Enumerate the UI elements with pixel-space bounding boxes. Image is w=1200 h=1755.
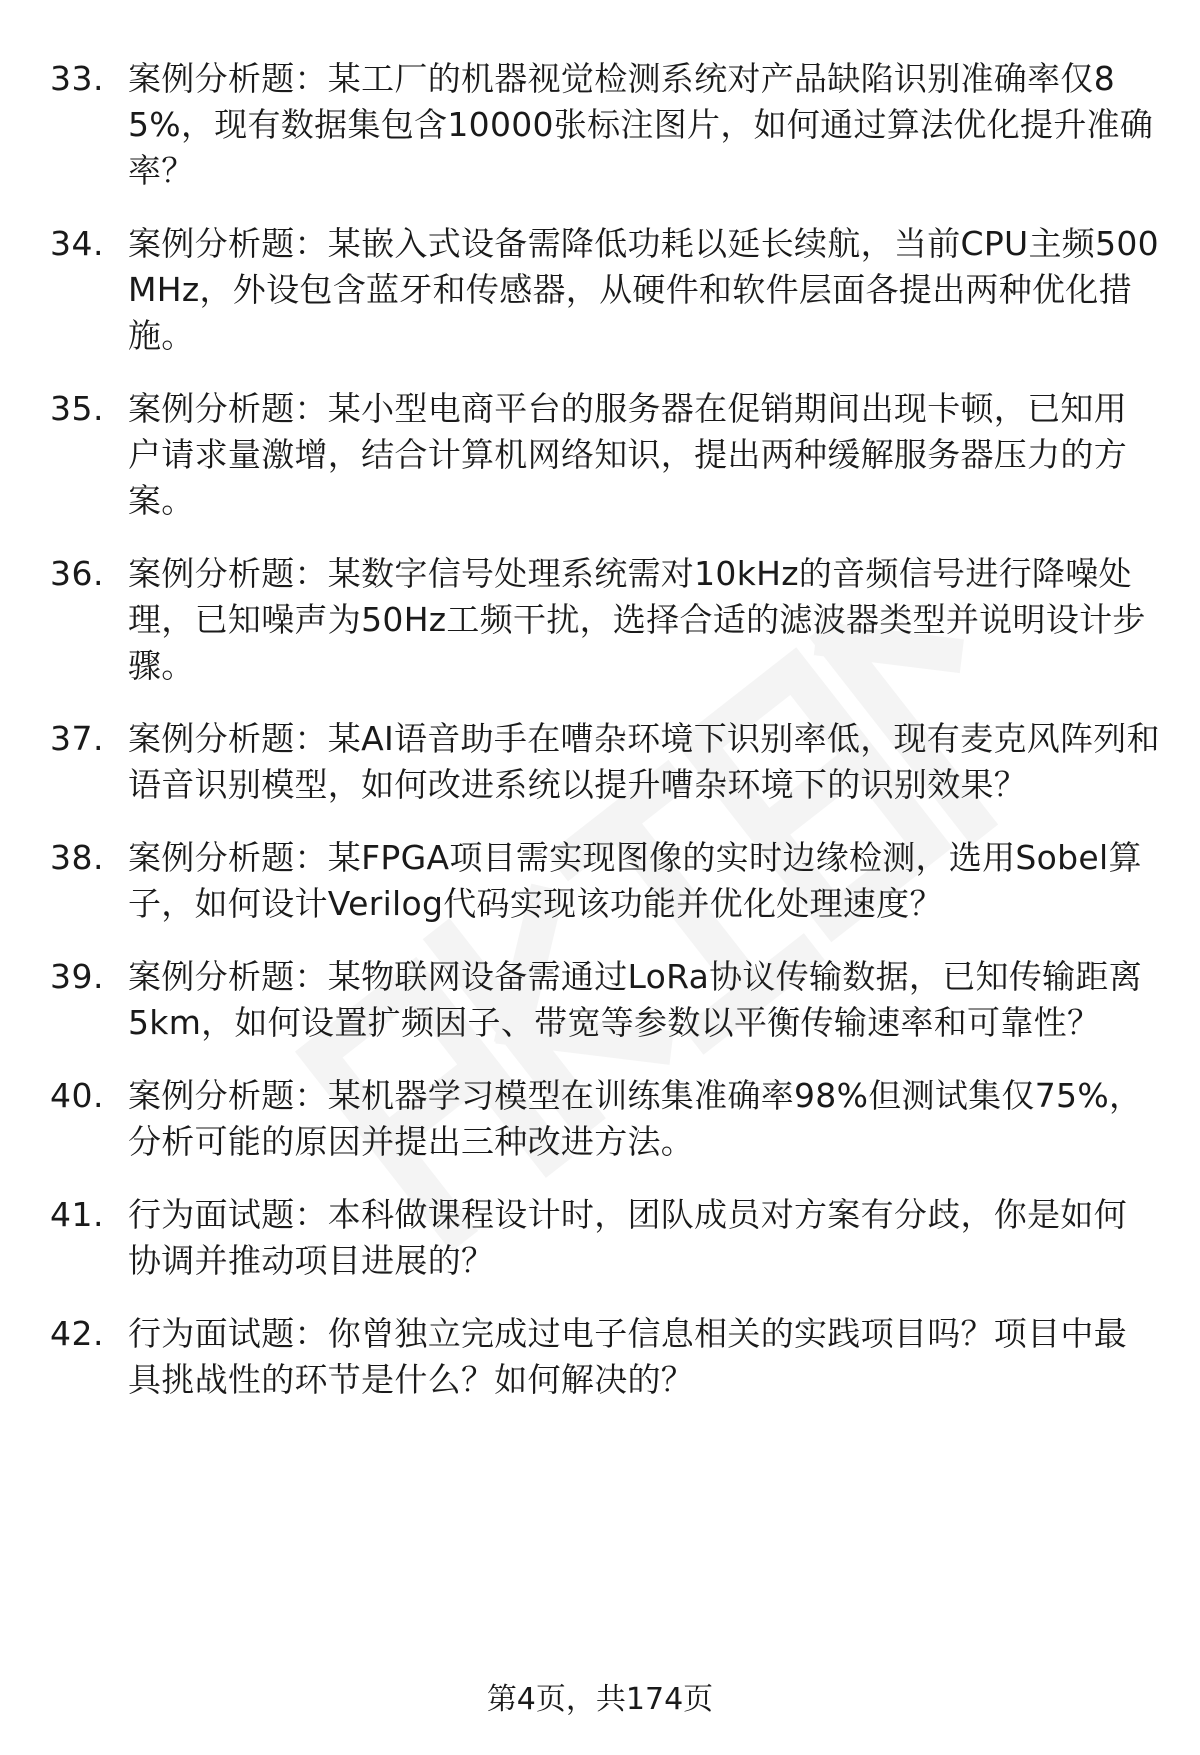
question-text: 案例分析题：某嵌入式设备需降低功耗以延长续航，当前CPU主频500MHz，外设包含蓝牙和传感器，从硬件和软件层面各提出两种优化措施。 xyxy=(128,224,1159,355)
question-number: 36. xyxy=(50,554,104,593)
question-text: 案例分析题：某FPGA项目需实现图像的实时边缘检测，选用Sobel算子，如何设计Verilog代码实现该功能并优化处理速度？ xyxy=(128,838,1142,923)
page-footer: 第4页，共174页 xyxy=(486,1682,714,1717)
question-item xyxy=(50,1073,1160,1165)
question-number: 37. xyxy=(50,719,104,758)
question-number: 35. xyxy=(50,389,104,428)
question-text: 行为面试题：本科做课程设计时，团队成员对方案有分歧，你是如何协调并推动项目进展的？ xyxy=(128,1195,1127,1280)
question-item xyxy=(50,56,1160,194)
question-text: 案例分析题：某小型电商平台的服务器在促销期间出现卡顿，已知用户请求量激增，结合计算机网络知识，提出两种缓解服务器压力的方案。 xyxy=(128,389,1127,520)
question-text: 案例分析题：某AI语音助手在嘈杂环境下识别率低，现有麦克风阵列和语音识别模型，如何改进系统以提升嘈杂环境下的识别效果？ xyxy=(128,719,1160,804)
question-text: 案例分析题：某数字信号处理系统需对10kHz的音频信号进行降噪处理，已知噪声为50Hz工频干扰，选择合适的滤波器类型并说明设计步骤。 xyxy=(128,554,1146,685)
question-item xyxy=(50,716,1160,808)
question-number: 34. xyxy=(50,224,104,263)
question-text: 案例分析题：某工厂的机器视觉检测系统对产品缺陷识别准确率仅85%，现有数据集包含10000张标注图片，如何通过算法优化提升准确率？ xyxy=(128,59,1154,190)
question-item xyxy=(50,835,1160,927)
question-number: 41. xyxy=(50,1195,104,1234)
question-text: 案例分析题：某物联网设备需通过LoRa协议传输数据，已知传输距离5km，如何设置扩频因子、带宽等参数以平衡传输速率和可靠性？ xyxy=(128,957,1143,1042)
question-item xyxy=(50,551,1160,689)
question-text: 案例分析题：某机器学习模型在训练集准确率98%但测试集仅75%，分析可能的原因并提出三种改进方法。 xyxy=(128,1076,1143,1161)
question-number: 40. xyxy=(50,1076,104,1115)
question-number: 33. xyxy=(50,59,104,98)
question-number: 38. xyxy=(50,838,104,877)
question-text: 行为面试题：你曾独立完成过电子信息相关的实践项目吗？项目中最具挑战性的环节是什么？如何解决的？ xyxy=(128,1314,1127,1399)
question-item xyxy=(50,954,1160,1046)
question-item xyxy=(50,386,1160,524)
question-item xyxy=(50,1311,1160,1403)
question-list xyxy=(50,56,1160,1430)
question-number: 42. xyxy=(50,1314,104,1353)
question-number: 39. xyxy=(50,957,104,996)
question-item xyxy=(50,1192,1160,1284)
question-item xyxy=(50,221,1160,359)
